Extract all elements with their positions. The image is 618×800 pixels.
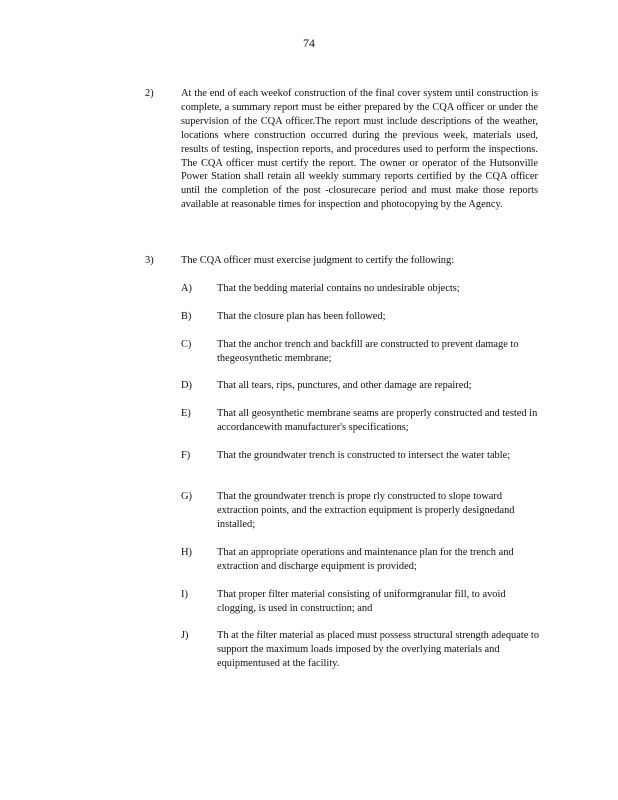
item-number: 2)	[145, 88, 154, 99]
subitem-text: That the closure plan has been followed;	[217, 311, 386, 322]
subitem-text: That the anchor trench and backfill are constructed to prevent damage to thegeosynthetic membrane;	[217, 339, 519, 364]
item-text: At the end of each weekof construction of the final cover system until construction is complete, a summary report must be either prepared by the CQA officer or under the supervision of the CQA officer.The report must include descriptions of the weather, locations where construction occurred during the previous week, materials used, results of testing, inspection reports, and procedures used to perform the inspections. The CQA officer must certify the report. The owner or operator of the Hutsonville Power Station shall retain all weekly summary reports certified by the CQA officer until the completion of the post -closurecare period and must make those reports available at reasonable times for inspection and photocopying by the Agency.	[181, 88, 538, 211]
subitem-letter: F)	[181, 450, 191, 461]
subitem-letter: D)	[181, 380, 192, 391]
subitem-text: Th at the filter material as placed must possess structural strength adequate to support the maximum loads imposed by the overlying materials and equipmentused at the facility.	[217, 630, 540, 669]
subitem-letter: E)	[181, 408, 191, 419]
subitem-letter: G)	[181, 491, 192, 502]
subitem-letter: H)	[181, 547, 192, 558]
subitem-text: That the groundwater trench is prope rly constructed to slope toward extraction points, and the extraction equipment is properly designedand installed;	[217, 491, 515, 530]
item-number: 3)	[145, 255, 154, 266]
subitem-letter: B)	[181, 311, 192, 322]
subitem-letter: I)	[181, 589, 188, 600]
subitem-text: That proper filter material consisting of uniformgranular fill, to avoid clogging, is used in construction; and	[217, 589, 506, 614]
subitem-text: That the bedding material contains no undesirable objects;	[217, 283, 460, 294]
item-text: The CQA officer must exercise judgment to certify the following:	[181, 255, 455, 266]
subitem-text: That all tears, rips, punctures, and other damage are repaired;	[217, 380, 472, 391]
subitem-letter: C)	[181, 339, 192, 350]
subitem-text: That all geosynthetic membrane seams are properly constructed and tested in accordancewith manufacturer's specifications;	[217, 408, 538, 433]
page-number: 74	[303, 36, 315, 50]
subitem-letter: J)	[181, 630, 189, 641]
subitem-text: That an appropriate operations and maintenance plan for the trench and extraction and discharge equipment is provided;	[217, 547, 514, 572]
subitem-letter: A)	[181, 283, 192, 294]
subitem-text: That the groundwater trench is constructed to intersect the water table;	[217, 450, 511, 461]
